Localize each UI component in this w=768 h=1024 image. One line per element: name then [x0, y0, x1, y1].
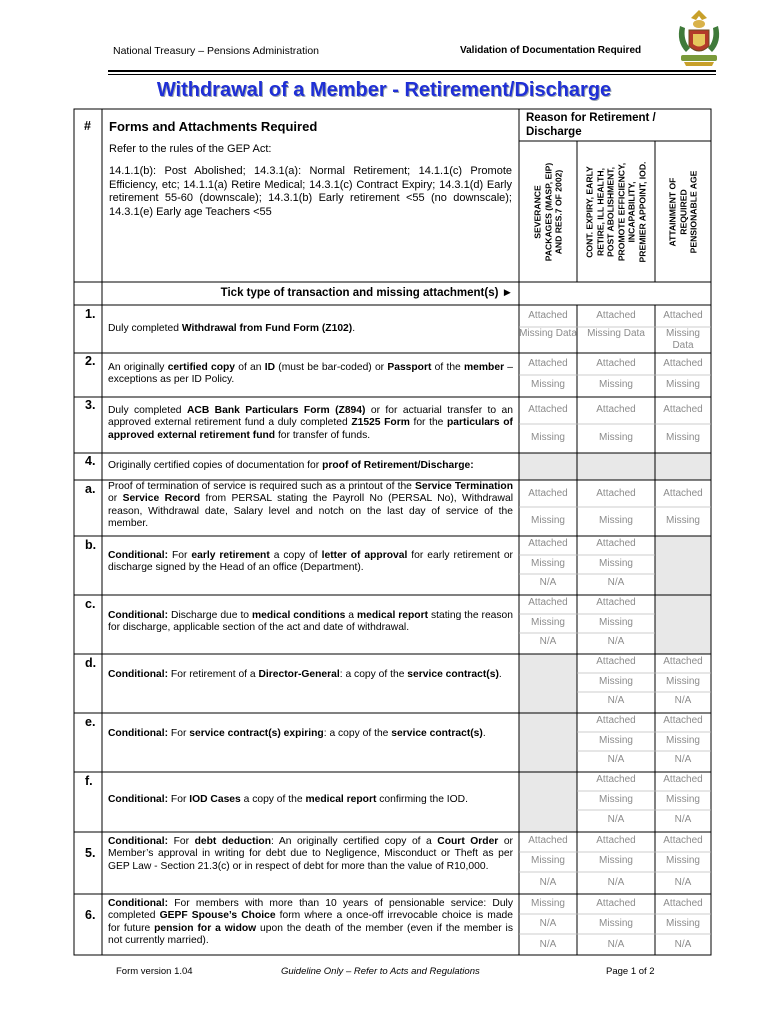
- status-attached[interactable]: Attached: [528, 835, 568, 846]
- col-contract-expiry-heading: CONT. EXPIRY, EARLY RETIRE, ILL HEALTH, POST ABOLISHMENT, PROMOTE EFFICIENCY, INCAPABILITY, PREMIER APPOINT, IOD.: [584, 161, 647, 263]
- header-org: National Treasury – Pensions Administration: [113, 45, 320, 57]
- status-missing[interactable]: Missing: [599, 617, 633, 628]
- row-number: b.: [85, 538, 97, 552]
- status-na[interactable]: N/A: [539, 636, 557, 647]
- status-missing[interactable]: Missing: [599, 432, 633, 443]
- status-attached[interactable]: Attached: [596, 358, 636, 369]
- status-na[interactable]: N/A: [674, 695, 692, 706]
- row-number: 5.: [85, 846, 96, 860]
- status-missing[interactable]: Missing: [599, 379, 633, 390]
- row-text: Proof of termination of service is required such as a printout of the Service Termination or Service Record from PERSAL stating the Payroll No (PERSAL No), Withdrawal reason, Withdrawal date, Salary level and notch on the last day of service of the member.: [108, 481, 513, 530]
- status-missing[interactable]: Missing: [666, 794, 700, 805]
- forms-heading: Forms and Attachments Required: [109, 119, 318, 134]
- row-text: Conditional: For IOD Cases a copy of the medical report confirming the IOD.: [108, 794, 468, 805]
- status-attached[interactable]: Attached: [663, 715, 703, 726]
- status-attached[interactable]: Attached: [596, 538, 636, 549]
- row-number: c.: [85, 597, 96, 611]
- status-attached[interactable]: Attached: [528, 404, 568, 415]
- row-text: Originally certified copies of documentation for proof of Retirement/Discharge:: [108, 460, 474, 471]
- status-missing[interactable]: Missing: [599, 515, 633, 526]
- status-na[interactable]: N/A: [674, 814, 692, 825]
- status-missing[interactable]: Missing: [531, 515, 565, 526]
- row-number: 4.: [85, 454, 96, 468]
- status-missing[interactable]: Missing: [531, 558, 565, 569]
- status-attached[interactable]: Attached: [596, 835, 636, 846]
- col-severance-heading: SEVERANCE PACKAGES (MASP, EIP) AND RES.7 OF 2002): [532, 162, 564, 262]
- status-missing[interactable]: Missing: [666, 432, 700, 443]
- status-missing[interactable]: Missing: [531, 617, 565, 628]
- status-missing[interactable]: Missing: [599, 918, 633, 929]
- row-number: e.: [85, 715, 96, 729]
- status-attached[interactable]: Attached: [596, 774, 636, 785]
- status-missing[interactable]: Missing: [666, 735, 700, 746]
- status-na[interactable]: N/A: [607, 814, 625, 825]
- rules-text: 14.1.1(b): Post Abolished; 14.3.1(a): Normal Retirement; 14.1.1(c) Promote Efficiency, etc; 14.1.1(a) Retire Medical; 14.3.1(c) Contract Expiry; 14.3.1(d) Early retirement 55-60 (downscale); 14.3.1(b) Early retirement <55 (no downscale); 14.3.1(e) Early age Teachers <55: [109, 165, 512, 218]
- row-text: An originally certified copy of an ID (must be bar-coded) or Passport of the member – exceptions as per ID Policy.: [108, 362, 514, 386]
- row-text: Duly completed Withdrawal from Fund Form (Z102).: [108, 323, 356, 334]
- status-attached[interactable]: Attached: [663, 488, 703, 499]
- status-missing[interactable]: Missing: [666, 918, 700, 929]
- status-missing[interactable]: Missing: [666, 676, 700, 687]
- status-missing[interactable]: Missing: [531, 379, 565, 390]
- page-title: Withdrawal of a Member - Retirement/Discharge: [156, 79, 612, 101]
- status-na[interactable]: N/A: [539, 877, 557, 888]
- status-na[interactable]: N/A: [607, 754, 625, 765]
- status-attached[interactable]: Attached: [528, 310, 568, 321]
- status-na[interactable]: N/A: [674, 877, 692, 888]
- row-number: 1.: [85, 307, 96, 321]
- status-na[interactable]: N/A: [539, 577, 557, 588]
- status-attached[interactable]: Attached: [663, 404, 703, 415]
- row-text: Conditional: For service contract(s) expiring: a copy of the service contract(s).: [108, 728, 486, 739]
- row-number: 3.: [85, 398, 96, 412]
- status-attached[interactable]: Attached: [663, 835, 703, 846]
- status-missing[interactable]: Missing: [666, 379, 700, 390]
- status-attached[interactable]: Attached: [596, 488, 636, 499]
- status-missing[interactable]: Missing: [531, 855, 565, 866]
- status-missing[interactable]: Missing: [599, 558, 633, 569]
- status-missing[interactable]: Missing: [599, 676, 633, 687]
- row-text: Conditional: For debt deduction: An originally certified copy of a Court Order or Member’s approval in writing for debt due to Negligence, Misconduct or Theft as per GEP Law - Section 21.3(c) or in respect of debt for more than the value of R10,000.: [108, 836, 513, 872]
- row-text: Conditional: For members with more than 10 years of pensionable service: Duly completed GEPF Spouse’s Choice form where a once-off irrevocable choice is made for future pension for a widow upon the death of the member (even if the member is not currently married).: [108, 898, 514, 947]
- status-missing[interactable]: Missing: [531, 432, 565, 443]
- status-missing[interactable]: Missing: [599, 735, 633, 746]
- status-attached[interactable]: Attached: [596, 715, 636, 726]
- status-na[interactable]: N/A: [607, 877, 625, 888]
- status-attached[interactable]: Attached: [596, 656, 636, 667]
- status-attached[interactable]: Attached: [528, 358, 568, 369]
- status-missing-data[interactable]: Missing Data: [666, 328, 700, 351]
- status-na[interactable]: N/A: [607, 636, 625, 647]
- row-number: d.: [85, 656, 97, 670]
- col-pensionable-age-heading: ATTAINMENT OF REQUIRED PENSIONABLE AGE: [667, 170, 699, 254]
- footer-page-number: Page 1 of 2: [606, 966, 655, 977]
- status-attached[interactable]: Attached: [596, 404, 636, 415]
- status-missing[interactable]: Missing: [531, 898, 565, 909]
- row-number: 6.: [85, 908, 96, 922]
- status-attached[interactable]: Attached: [596, 597, 636, 608]
- header-doc-title: Validation of Documentation Required: [460, 45, 642, 56]
- status-na[interactable]: N/A: [674, 754, 692, 765]
- status-attached[interactable]: Attached: [528, 597, 568, 608]
- footer-guideline: Guideline Only – Refer to Acts and Regulations: [281, 966, 480, 977]
- row-number: f.: [85, 774, 93, 788]
- row-text: Conditional: For retirement of a Director-General: a copy of the service contract(s).: [108, 669, 502, 680]
- status-attached[interactable]: Attached: [528, 538, 568, 549]
- status-missing-data[interactable]: Missing Data: [587, 328, 645, 339]
- row-number: 2.: [85, 354, 96, 368]
- status-attached[interactable]: Attached: [663, 774, 703, 785]
- status-na[interactable]: N/A: [607, 695, 625, 706]
- status-missing[interactable]: Missing: [599, 855, 633, 866]
- status-attached[interactable]: Attached: [528, 488, 568, 499]
- status-attached[interactable]: Attached: [663, 358, 703, 369]
- refer-text: Refer to the rules of the GEP Act:: [109, 143, 272, 155]
- status-na[interactable]: N/A: [607, 939, 625, 950]
- reason-heading: Reason for Retirement / Discharge: [526, 112, 656, 138]
- hash-heading: #: [84, 119, 91, 133]
- status-na[interactable]: N/A: [674, 939, 692, 950]
- status-missing-data[interactable]: Missing Data: [519, 328, 577, 339]
- status-na[interactable]: N/A: [539, 939, 557, 950]
- status-attached[interactable]: Attached: [596, 898, 636, 909]
- status-attached[interactable]: Attached: [663, 656, 703, 667]
- status-na[interactable]: N/A: [539, 918, 557, 929]
- status-missing[interactable]: Missing: [599, 794, 633, 805]
- status-missing[interactable]: Missing: [666, 855, 700, 866]
- status-na[interactable]: N/A: [607, 577, 625, 588]
- status-attached[interactable]: Attached: [663, 310, 703, 321]
- row-number: a.: [85, 482, 96, 496]
- row-text: Duly completed ACB Bank Particulars Form (Z894) or for actuarial transfer to an approved external retirement fund a duly completed Z1525 Form for the particulars of approved external retirement fund for transfer of funds.: [108, 405, 514, 441]
- footer-version: Form version 1.04: [116, 966, 193, 977]
- status-attached[interactable]: Attached: [663, 898, 703, 909]
- status-attached[interactable]: Attached: [596, 310, 636, 321]
- tick-row-label: Tick type of transaction and missing attachment(s) ►: [220, 287, 513, 299]
- status-missing[interactable]: Missing: [666, 515, 700, 526]
- row-text: Conditional: For early retirement a copy of letter of approval for early retirement or discharge signed by the Head of an office (Department).: [108, 550, 513, 574]
- row-text: Conditional: Discharge due to medical conditions a medical report stating the reason for discharge, applicable section of the act and date of withdrawal.: [108, 610, 513, 634]
